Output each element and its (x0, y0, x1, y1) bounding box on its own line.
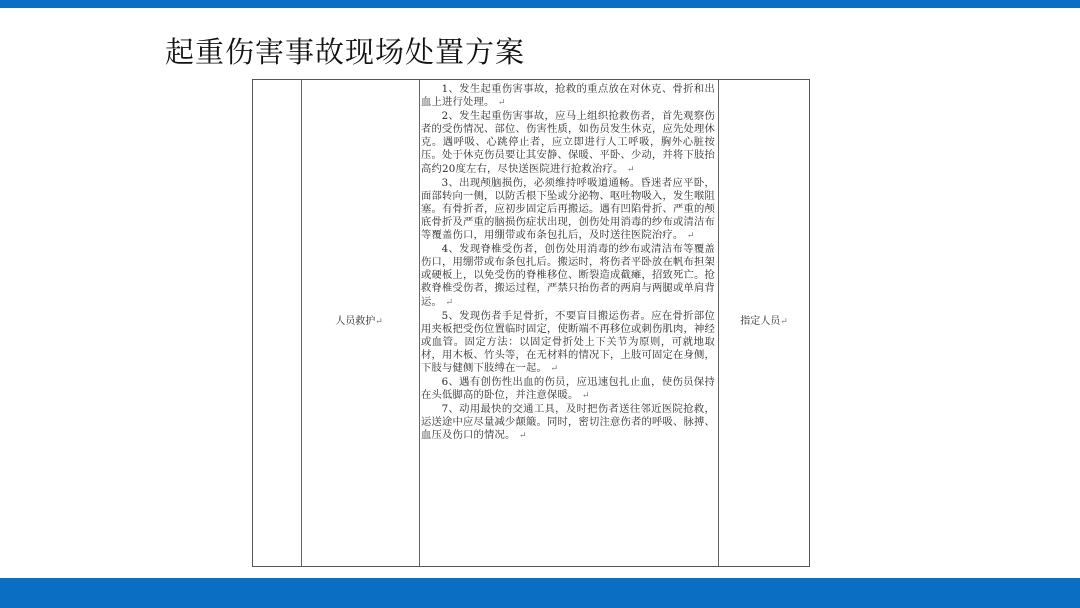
return-mark: ↵ (780, 317, 788, 327)
return-mark: ↵ (518, 431, 527, 442)
paragraph-text: 6、遇有创伤性出血的伤员，应迅速包扎止血，使伤员保持在头低脚高的卧位，并注意保暖。 (421, 376, 715, 402)
procedure-paragraph-4 (421, 243, 715, 309)
table-cell-procedure (421, 83, 715, 444)
return-mark: ↵ (581, 391, 590, 402)
table-cell-assignee (718, 312, 810, 327)
slide-title: 起重伤害事故现场处置方案 (165, 35, 526, 69)
procedure-paragraph-5 (421, 310, 715, 376)
return-mark: ↵ (375, 317, 383, 327)
paragraph-text: 7、动用最快的交通工具，及时把伤者送往邻近医院抢救，运送途中应尽量减少颠簸。同时，密切注意伤者的呼吸、脉搏、血压及伤口的情况。 (421, 403, 715, 442)
paragraph-text: 4、发现脊椎受伤者，创伤处用消毒的纱布或清洁布等覆盖伤口，用绷带或布条包扎后。搬运时，将伤者平卧放在帆布担架或硬板上，以免受伤的脊椎移位、断裂造成截瘫，招致死亡。抢救脊椎受伤者，搬运过程，严禁只抬伤者的两肩与两腿或单肩背运。 (421, 243, 715, 308)
paragraph-text: 5、发现伤者手足骨折，不要盲目搬运伤者。应在骨折部位用夹板把受伤位置临时固定，使断端不再移位或刺伤肌肉，神经或血管。固定方法：以固定骨折处上下关节为原则，可就地取材，用木板、竹头等，在无材料的情况下，上肢可固定在身侧，下肢与健侧下肢缚在一起。 (421, 309, 715, 374)
paragraph-text: 1、发生起重伤害事故，抢救的重点放在对休克、骨折和出血上进行处理。 (421, 83, 715, 109)
return-mark: ↵ (550, 363, 559, 374)
bottom-accent-bar (0, 578, 1080, 608)
procedure-paragraph-3 (421, 177, 715, 243)
return-mark: ↵ (626, 164, 635, 175)
role-label: 人员救护 (335, 316, 376, 327)
return-mark: ↵ (497, 98, 506, 109)
paragraph-text: 3、出现颅脑损伤，必须维持呼吸道通畅。昏迷者应平卧，面部转向一侧，以防舌根下坠或分泌物、呕吐物吸入，发生喉阻塞。有骨折者，应初步固定后再搬运。遇有凹陷骨折、严重的颅底骨折及严重的脑损伤症状出现，创伤处用消毒的纱布或清洁布等覆盖伤口，用绷带或布条包扎后，及时送往医院治疗。 (421, 176, 715, 242)
return-mark: ↵ (686, 231, 695, 242)
procedure-paragraph-1 (421, 83, 715, 110)
paragraph-text: 2、发生起重伤害事故，应马上组织抢救伤者，首先观察伤者的受伤情况、部位、伤害性质，如伤员发生休克，应先处理休克。遇呼吸、心跳停止者，应立即进行人工呼吸，胸外心脏按压。处于休克伤员要让其安静、保暖、平卧、少动，并将下肢抬高约20度左右，尽快送医院进行抢救治疗。 (421, 110, 715, 175)
table-cell-role (300, 312, 418, 327)
return-mark: ↵ (445, 297, 454, 308)
assignee-label: 指定人员 (740, 316, 781, 327)
table-column-divider (419, 80, 420, 566)
procedure-paragraph-2 (421, 110, 715, 176)
procedure-paragraph-7 (421, 403, 715, 443)
top-accent-bar (0, 0, 1080, 8)
procedure-paragraph-6 (421, 376, 715, 403)
